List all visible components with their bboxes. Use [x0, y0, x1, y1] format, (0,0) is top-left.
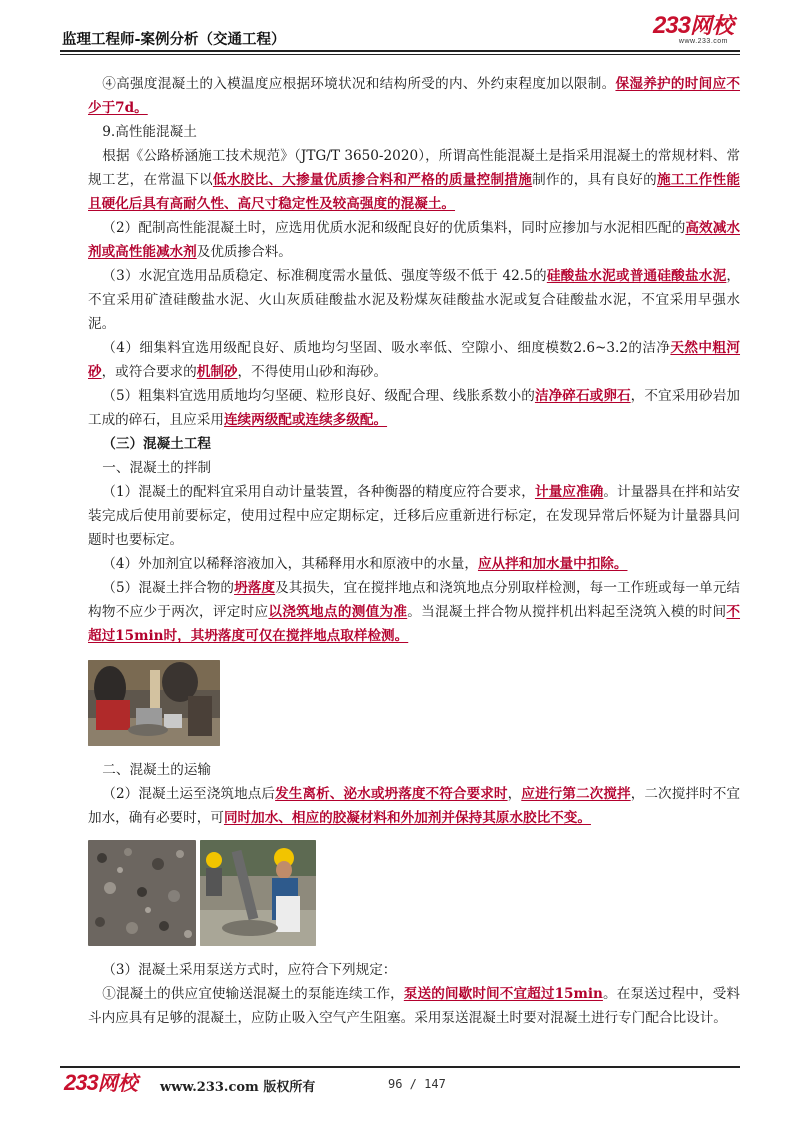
paragraph-curing: ④高强度混凝土的入模温度应根据环境状况和结构所受的内、外约束程度加以限制。保湿养护的时间应不少于7d。: [88, 76, 741, 116]
emphasis-text: 保湿养护的时间应不少于7d。: [88, 76, 741, 116]
emphasis-text: 坍落度: [234, 580, 276, 596]
paragraph-hpc-4: （4）细集料宜选用级配良好、质地均匀坚固、吸水率低、空隙小、细度模数2.6~3.2的洁净天然中粗河砂，或符合要求的机制砂，不得使用山砂和海砂。: [88, 340, 741, 380]
emphasis-text: 计量应准确: [534, 484, 604, 500]
paragraph-hpc-2: （2）配制高性能混凝土时，应选用优质水泥和级配良好的优质集料，同时应掺加与水泥相匹配的高效减水剂或高性能减水剂及优质掺合料。: [88, 220, 740, 260]
emphasis-text: 同时加水、相应的胶凝材料和外加剂并保持其原水胶比不变。: [223, 810, 591, 826]
header-divider-thin: [60, 54, 740, 55]
header-divider: [60, 50, 740, 52]
document-body: [88, 72, 740, 1030]
subheading-mixing: 一、混凝土的拌制: [102, 460, 212, 476]
emphasis-text: 以浇筑地点的测值为准: [268, 604, 408, 620]
paragraph-hpc-3: （3）水泥宜选用品质稳定、标准稠度需水量低、强度等级不低于 42.5的硅酸盐水泥或普通硅酸盐水泥，不宜采用矿渣硅酸盐水泥、火山灰质硅酸盐水泥及粉煤灰硅酸盐水泥或复合硅酸盐水泥，不宜采用早强水泥。: [88, 268, 740, 332]
paragraph-pumping-1: ①混凝土的供应宜使输送混凝土的泵能连续工作，泵送的间歇时间不宜超过15min。在泵送过程中，受料斗内应具有足够的混凝土，应防止吸入空气产生阻塞。采用泵送混凝土时要对混凝土进行专门配合比设计。: [88, 986, 741, 1026]
slump-test-photo: [88, 660, 220, 746]
logo-url: www.233.com: [678, 38, 728, 45]
subheading-transport: 二、混凝土的运输: [102, 762, 212, 778]
segregated-concrete-photo: [88, 840, 196, 946]
paragraph-pumping-intro: （3）混凝土采用泵送方式时，应符合下列规定：: [102, 962, 397, 978]
emphasis-text: 高效减水剂或高性能减水剂: [88, 220, 740, 260]
paragraph-mixing-1: （1）混凝土的配料宜采用自动计量装置，各种衡器的精度应符合要求，计量应准确。计量器具在拌和站安装完成后使用前要标定，使用过程中应定期标定，迁移后应重新进行标定，在发现异常后怀疑为计量器具问题时也要标定。: [88, 484, 741, 548]
emphasis-text: 低水胶比、大掺量优质掺合料和严格的质量控制措施: [212, 172, 533, 188]
emphasis-text: 泵送的间歇时间不宜超过15min: [403, 986, 603, 1002]
section-heading-9: 9.高性能混凝土: [102, 124, 197, 140]
concrete-remixing-photo: [200, 840, 316, 946]
logo-number: 233: [64, 1070, 98, 1095]
emphasis-text: 天然中粗河砂: [88, 340, 741, 380]
emphasis-text: 连续两级配或连续多级配。: [223, 412, 388, 428]
emphasis-text: 应进行第二次搅拌: [521, 786, 631, 802]
emphasis-text: 应从拌和加水量中扣除。: [477, 556, 628, 572]
emphasis-text: 洁净碎石或卵石: [534, 388, 631, 404]
brand-logo-top[interactable]: [653, 14, 734, 38]
footer-copyright: www.233.com 版权所有: [160, 1080, 316, 1095]
paragraph-hpc-definition: 根据《公路桥涵施工技术规范》（JTG/T 3650-2020），所谓高性能混凝土是指采用混凝土的常规材料、常规工艺，在常温下以低水胶比、大掺量优质掺合料和严格的质量控制措施制作的，具有良好的施工工作性能且硬化后具有高耐久性、高尺寸稳定性及较高强度的混凝土。: [88, 148, 741, 212]
paragraph-mixing-4: （4）外加剂宜以稀释溶液加入，其稀释用水和原液中的水量，应从拌和加水量中扣除。: [102, 556, 628, 572]
emphasis-text: 硅酸盐水泥或普通硅酸盐水泥: [546, 268, 727, 284]
emphasis-text: 不超过15min时，其坍落度可仅在搅拌地点取样检测。: [88, 604, 741, 644]
logo-text: 网校: [689, 13, 734, 38]
paragraph-mixing-5: （5）混凝土拌合物的坍落度及其损失，宜在搅拌地点和浇筑地点分别取样检测，每一工作班或每一单元结构物不应少于两次，评定时应以浇筑地点的测值为准。当混凝土拌合物从搅拌机出料起至浇筑入模的时间不超过15min时，其坍落度可仅在搅拌地点取样检测。: [88, 580, 741, 644]
brand-logo-bottom[interactable]: [64, 1072, 138, 1094]
emphasis-text: 施工工作性能且硬化后具有高耐久性、高尺寸稳定性及较高强度的混凝土。: [88, 172, 741, 212]
footer-divider: [60, 1066, 740, 1068]
emphasis-text: 发生离析、泌水或坍落度不符合要求时: [275, 786, 508, 802]
logo-number: 233: [652, 12, 690, 39]
emphasis-text: 机制砂: [196, 364, 238, 380]
section-heading-concrete-works: （三）混凝土工程: [102, 436, 212, 452]
paragraph-hpc-5: （5）粗集料宜选用质地均匀坚硬、粒形良好、级配合理、线胀系数小的洁净碎石或卵石，不宜采用砂岩加工成的碎石，且应采用连续两级配或连续多级配。: [88, 388, 740, 428]
paragraph-transport-2: （2）混凝土运至浇筑地点后发生离析、泌水或坍落度不符合要求时，应进行第二次搅拌，二次搅拌时不宜加水，确有必要时，可同时加水、相应的胶凝材料和外加剂并保持其原水胶比不变。: [88, 786, 741, 826]
page-number: 96 / 147: [388, 1077, 446, 1091]
logo-text: 网校: [97, 1073, 138, 1095]
header-title: 监理工程师-案例分析（交通工程）: [62, 32, 286, 48]
